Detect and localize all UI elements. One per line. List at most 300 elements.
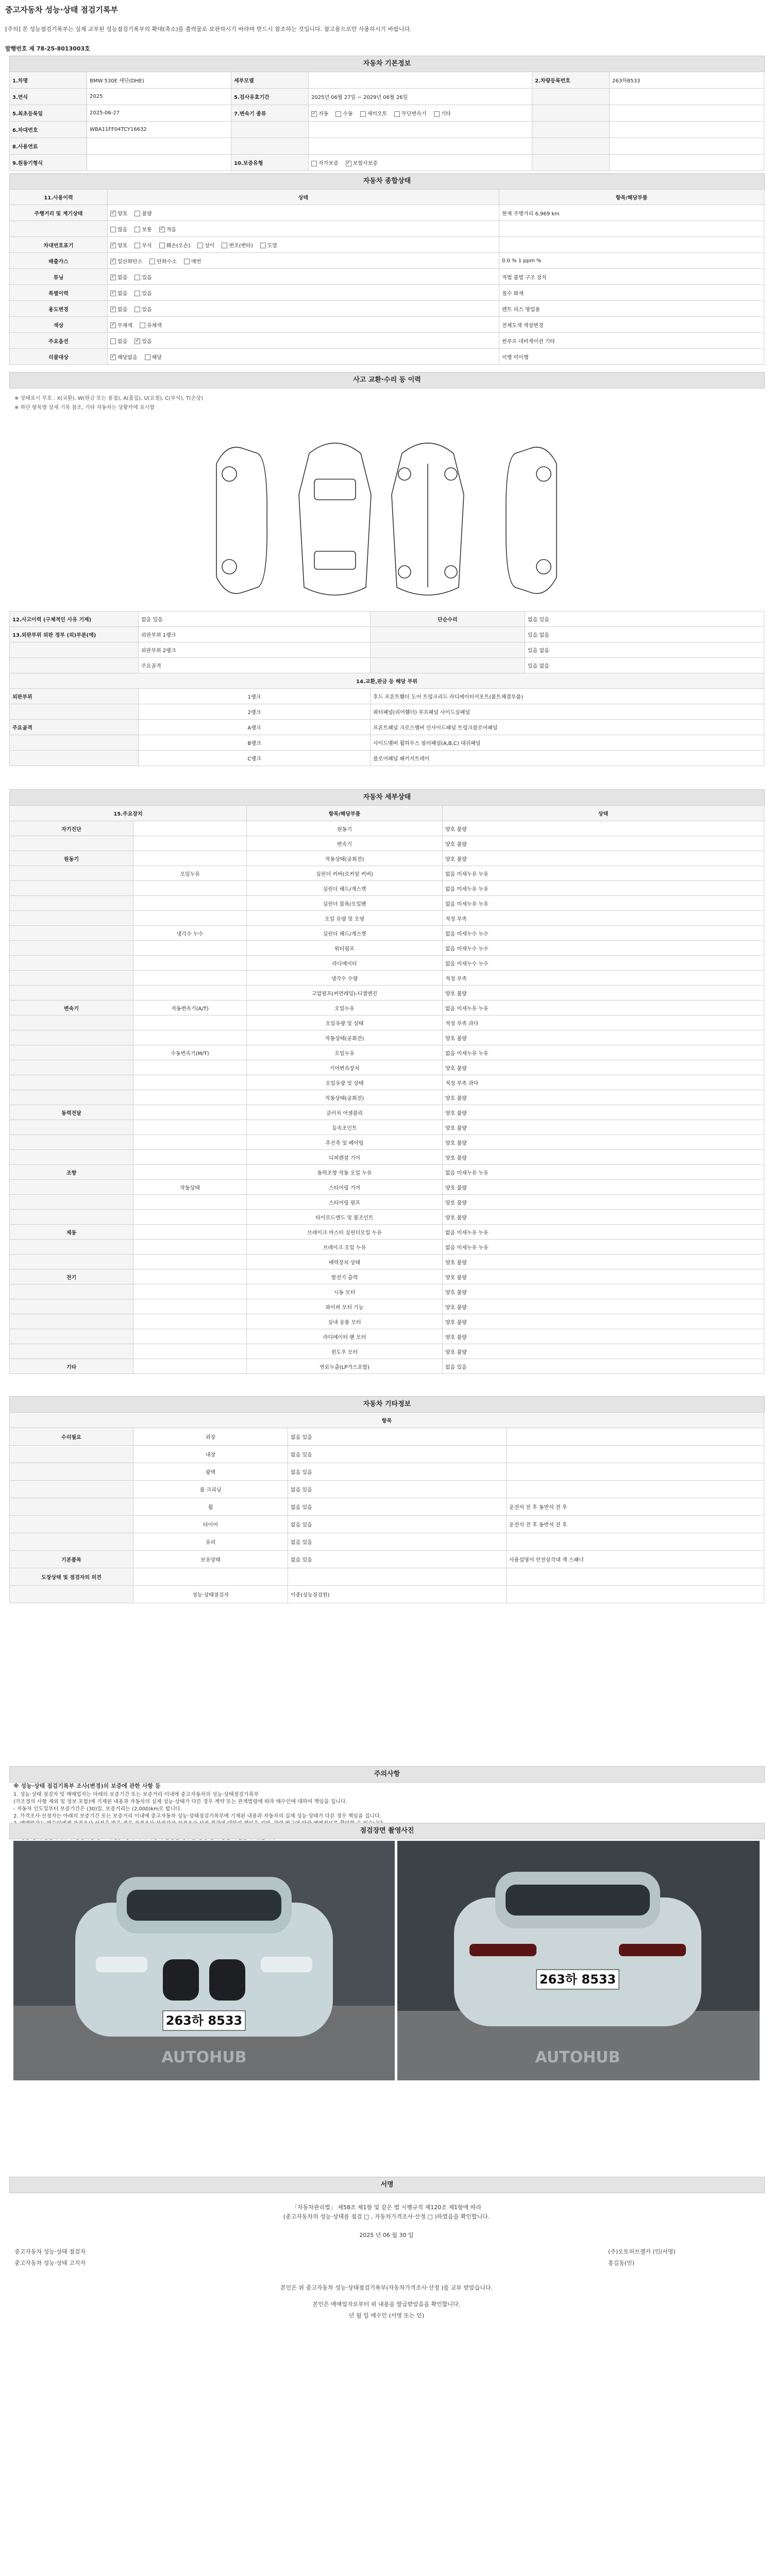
general-state-option[interactable]: [110, 259, 142, 265]
detail-group: 변속기: [10, 1001, 133, 1015]
basic-label: 1.차명: [10, 72, 87, 89]
general-state-option[interactable]: [184, 259, 201, 265]
detail-subgroup: [133, 1344, 247, 1359]
detail-state: 양호 불량: [443, 1269, 764, 1284]
checkbox-icon[interactable]: [184, 259, 190, 264]
checkbox-icon[interactable]: [222, 243, 227, 248]
table-row: [10, 1090, 764, 1105]
table-row: [10, 1030, 764, 1045]
table-row: [10, 269, 764, 285]
other-extra: 사용설명서 안전삼각대 잭 스패너: [507, 1551, 764, 1568]
detail-subgroup: [133, 1120, 247, 1135]
general-state-option[interactable]: [260, 243, 277, 249]
other-item: 타이어: [133, 1516, 288, 1533]
general-item-parts: 렌트 리스 영업용: [499, 301, 764, 317]
checkbox-icon[interactable]: [135, 211, 140, 216]
other-item: 광택: [133, 1463, 288, 1481]
general-state-option[interactable]: [135, 211, 152, 217]
general-state-option[interactable]: [159, 243, 190, 249]
detail-group: 조향: [10, 1165, 133, 1180]
transmission-option[interactable]: [311, 111, 328, 117]
other-state: [288, 1568, 507, 1586]
detail-part: 배력장치 상태: [247, 1255, 443, 1269]
photo-front: [13, 1841, 395, 2080]
accident-part-group: 주요골격: [10, 720, 139, 735]
doc-number-label: 발행번호 제: [5, 45, 35, 52]
detail-state: 없음 미세누수 누수: [443, 956, 764, 971]
other-group: [10, 1586, 133, 1603]
table-row: [10, 1255, 764, 1269]
detail-group: [10, 1060, 133, 1075]
detail-part: 오일 유량 및 오염: [247, 911, 443, 926]
general-item-parts: 전체도색 색상변경: [499, 317, 764, 333]
section-accident-title: 사고 교환·수리 등 이력: [9, 372, 765, 388]
section-notes-title: 주의사항: [9, 1766, 765, 1783]
detail-group: 기타: [10, 1359, 133, 1374]
checkbox-icon[interactable]: [260, 243, 266, 248]
detail-subgroup: [133, 1225, 247, 1240]
table-row: [10, 1463, 764, 1481]
warranty-option[interactable]: [311, 161, 339, 166]
warranty-option[interactable]: [346, 161, 378, 166]
checkbox-icon[interactable]: [149, 259, 155, 264]
sign-r1-label: 중고자동차 성능·상태 점검자: [14, 2248, 86, 2255]
checkbox-icon[interactable]: [135, 338, 140, 344]
checkbox-icon[interactable]: [110, 338, 116, 344]
checkbox-icon[interactable]: [110, 227, 116, 232]
general-state-option[interactable]: [110, 291, 127, 297]
other-item: 내장: [133, 1446, 288, 1463]
general-state-option[interactable]: [135, 275, 152, 281]
transmission-option[interactable]: [394, 111, 426, 117]
table-row: [10, 971, 764, 986]
general-state-option-label: 부식: [142, 243, 152, 249]
general-state-option[interactable]: [110, 243, 127, 249]
basic-right-label: 2.차량등록번호: [532, 72, 610, 89]
checkbox-icon[interactable]: [110, 323, 116, 328]
checkbox-icon[interactable]: [394, 111, 400, 117]
checkbox-icon[interactable]: [434, 111, 440, 117]
general-state-option[interactable]: [197, 243, 214, 249]
detail-subgroup: 냉각수 누수: [133, 926, 247, 941]
general-state-option[interactable]: [222, 243, 253, 249]
table-row: [10, 866, 764, 881]
table-row: [10, 926, 764, 941]
basic-right-value: [610, 122, 764, 138]
accident-legend-1: ※ 상태표시 부호 : X(교환), W(판금 또는 용접), A(흠집), U(요철), C(부식), T(손상): [14, 396, 203, 401]
checkbox-icon[interactable]: [197, 243, 203, 248]
checkbox-icon[interactable]: [135, 291, 140, 296]
checkbox-icon[interactable]: [311, 111, 317, 117]
general-state-option[interactable]: [145, 355, 162, 361]
general-state-option[interactable]: [110, 323, 132, 329]
accident-right-label: [371, 658, 525, 673]
detail-status-table: [9, 805, 764, 1374]
table-row: [10, 1359, 764, 1374]
detail-part: 오일유량 및 상태: [247, 1075, 443, 1090]
general-item-parts: [499, 237, 764, 253]
table-row: [10, 1210, 764, 1225]
table-row: [10, 237, 764, 253]
notes-line: - 자동차 인도일부터 보증기간은 (30)일, 보증거리는 (2,000)km로 합니다.: [13, 1806, 182, 1812]
checkbox-icon[interactable]: [140, 323, 145, 328]
detail-subgroup: [133, 1165, 247, 1180]
detail-subgroup: [133, 941, 247, 956]
wheel-rear-right: [536, 560, 551, 574]
detail-state: 없음 미세누유 누유: [443, 1165, 764, 1180]
checkbox-icon[interactable]: [335, 111, 341, 117]
table-row: [10, 612, 764, 627]
basic-mid-label: 10.보증유형: [231, 155, 309, 171]
accident-label: [10, 642, 139, 658]
checkbox-icon[interactable]: [110, 275, 116, 280]
general-state-option[interactable]: [110, 211, 127, 217]
detail-part: 와이퍼 모터 기능: [247, 1299, 443, 1314]
table-row: [10, 105, 764, 122]
checkbox-icon[interactable]: [135, 243, 140, 248]
general-state-option[interactable]: [135, 307, 152, 313]
other-group: [10, 1498, 133, 1516]
checkbox-icon[interactable]: [135, 227, 140, 232]
other-group: 수리필요: [10, 1428, 133, 1446]
warranty-option-label: 자가보증: [318, 161, 339, 166]
table-row: [10, 1240, 764, 1255]
detail-part: 고압펌프(커먼레일)-디젤엔진: [247, 986, 443, 1001]
basic-right-value: [610, 155, 764, 171]
detail-subgroup: [133, 1329, 247, 1344]
other-state: 없음 있음: [288, 1551, 507, 1568]
section-photos-title: 점검장면 촬영사진: [9, 1823, 765, 1839]
detail-state: 양호 불량: [443, 1314, 764, 1329]
accident-part-rank: A랭크: [139, 720, 371, 735]
detail-group: [10, 926, 133, 941]
detail-group: [10, 1284, 133, 1299]
table-row: [10, 956, 764, 971]
sign-line-4: 본인은 매매업자로부터 위 내용을 발급받았음을 확인합니다.: [312, 2301, 461, 2308]
general-item-parts: 0.0 % 1 ppm %: [499, 253, 764, 269]
general-state-option[interactable]: [149, 259, 177, 265]
detail-part: 연료누출(LP가스포함): [247, 1359, 443, 1374]
general-state-option-label: 없음: [117, 275, 128, 281]
detail-state: 적정 부족 과다: [443, 1015, 764, 1030]
general-state-option[interactable]: [110, 355, 138, 361]
table-row: [10, 221, 764, 237]
table-row: [10, 986, 764, 1001]
other-extra: [507, 1446, 764, 1463]
general-state-option-label: 변조(변타): [229, 243, 253, 249]
general-state-option[interactable]: [159, 227, 176, 233]
notice-text: [주의] 본 성능점검기록부는 실제 교부된 성능점검기록부의 확대(축소)를 출력물로 보관하시기 바라며 반드시 참조하는 것입니다. 참고용으로만 사용하시기 바랍니다.: [5, 26, 412, 32]
table-row: [10, 285, 764, 301]
checkbox-icon[interactable]: [346, 161, 351, 166]
detail-group: [10, 1210, 133, 1225]
other-group: [10, 1481, 133, 1498]
car-top-rearglass: [314, 551, 356, 569]
checkbox-icon[interactable]: [145, 354, 150, 360]
basic-value: 2025: [87, 89, 231, 105]
checkbox-icon[interactable]: [110, 307, 116, 312]
rear-car-picture: [397, 1841, 760, 2080]
warranty-option-label: 보험사보증: [352, 161, 378, 166]
detail-group: [10, 956, 133, 971]
general-item-label: 주요옵션: [10, 333, 108, 349]
detail-group: [10, 1299, 133, 1314]
basic-mid-label: 7.변속기 종류: [231, 105, 309, 122]
general-state-option-label: 적음: [166, 227, 176, 233]
other-state: 없음 있음: [288, 1463, 507, 1481]
table-row: [10, 1195, 764, 1210]
basic-right-label: [532, 138, 610, 155]
basic-right-value: [610, 89, 764, 105]
detail-part: 변속기: [247, 836, 443, 851]
photo-rear: [397, 1841, 760, 2080]
detail-group: [10, 1180, 133, 1195]
detail-header: 상태: [443, 806, 764, 821]
checkbox-icon[interactable]: [110, 259, 116, 264]
general-item-state: [108, 269, 499, 285]
general-item-label: 주행거리 및 계기상태: [10, 205, 108, 221]
detail-part: 실린더 헤드/개스켓: [247, 881, 443, 896]
basic-mid-label: 세부모델: [231, 72, 309, 89]
general-state-option[interactable]: [110, 227, 127, 233]
other-item: 룸 크리닝: [133, 1481, 288, 1498]
detail-group: [10, 1240, 133, 1255]
other-item: 유리: [133, 1533, 288, 1551]
general-state-option-label: 있음: [142, 307, 152, 313]
detail-part: 실린더 헤드/개스켓: [247, 926, 443, 941]
other-group: [10, 1446, 133, 1463]
accident-part-rank: 1랭크: [139, 689, 371, 704]
general-state-option[interactable]: [135, 291, 152, 297]
transmission-option[interactable]: [360, 111, 388, 117]
other-extra: [507, 1568, 764, 1586]
general-state-option-label: 없음: [117, 307, 128, 313]
table-row: [10, 72, 764, 89]
table-row: [10, 1551, 764, 1568]
accident-part-group: 외판부위: [10, 689, 139, 704]
general-item-label: 차대번호표기: [10, 237, 108, 253]
other-state: 없음 있음: [288, 1516, 507, 1533]
detail-state: 적정 부족: [443, 971, 764, 986]
checkbox-icon[interactable]: [135, 275, 140, 280]
general-state-option-label: 없음: [117, 338, 128, 345]
accident-part-items: 플로어패널 패키지트레이: [371, 751, 764, 766]
detail-subgroup: [133, 1284, 247, 1299]
detail-subgroup: [133, 1314, 247, 1329]
table-row: [10, 896, 764, 911]
detail-state: 양호 불량: [443, 1329, 764, 1344]
general-item-label: 리콜대상: [10, 349, 108, 365]
other-extra: [507, 1481, 764, 1498]
other-item: 휠: [133, 1498, 288, 1516]
accident-label: [10, 658, 139, 673]
detail-group: [10, 881, 133, 896]
detail-part: 오일유량 및 상태: [247, 1015, 443, 1030]
table-row: [10, 911, 764, 926]
detail-group: 원동기: [10, 851, 133, 866]
accident-right: 없음 있음: [525, 612, 764, 627]
general-state-option[interactable]: [140, 323, 162, 329]
general-header: 상태: [108, 190, 499, 205]
table-row: [10, 1001, 764, 1015]
table-row: [10, 1015, 764, 1030]
detail-subgroup: 작동상태: [133, 1180, 247, 1195]
table-row: [10, 349, 764, 365]
general-state-option-label: 훼손(오손): [166, 243, 191, 249]
notes-line: (가조정의 사항 제외 및 정보 포함)에 기재된 내용과 자동차의 실제 성능·상태가 다른 경우 계약 또는 관계법령에 따라 매수인에 대하여 책임을 집니다.: [13, 1799, 347, 1805]
basic-right-value: [610, 105, 764, 122]
basic-label: 8.사용연료: [10, 138, 87, 155]
detail-state: 양호 불량: [443, 1030, 764, 1045]
accident-right-label: [371, 627, 525, 642]
general-item-state: [108, 333, 499, 349]
other-item: 보유상태: [133, 1551, 288, 1568]
detail-group: [10, 1314, 133, 1329]
rear-plate-text: 263하 8533: [539, 1972, 616, 1987]
table-row: [10, 1314, 764, 1329]
basic-mid-value: [309, 122, 532, 138]
car-top-outline: [299, 443, 371, 595]
detail-state: 양호 불량: [443, 1105, 764, 1120]
detail-part: 타이로드엔드 및 볼조인트: [247, 1210, 443, 1225]
other-item: 성능·상태점검자: [133, 1586, 288, 1603]
table-row: [10, 1329, 764, 1344]
notes-line: 2. 가격조사·산정자는 아래의 보증기간 또는 보증거리 이내에 중고자동차 성능·상태점검기록부에 기재된 내용과 자동차의 실제 성능·상태가 다른 경우 책임을 집니다.: [13, 1814, 381, 1819]
basic-label: 3.연식: [10, 89, 87, 105]
basic-label: 5.최초등록일: [10, 105, 87, 122]
general-state-option[interactable]: [110, 307, 127, 313]
general-state-option[interactable]: [110, 339, 127, 345]
general-header: 항목/해당부품: [499, 190, 764, 205]
accident-left: 외판부위 1랭크: [139, 627, 371, 642]
detail-part: 실린더 커버(로커암 커버): [247, 866, 443, 881]
checkbox-icon[interactable]: [311, 161, 317, 166]
general-state-option[interactable]: [135, 227, 152, 233]
detail-part: 브레이크 마스터 실린더오일 누유: [247, 1225, 443, 1240]
detail-state: 적정 부족 과다: [443, 1075, 764, 1090]
accident-part-group: [10, 735, 139, 751]
section-general-title: 자동차 종합상태: [9, 173, 765, 190]
detail-part: 클러치 어셈블리: [247, 1105, 443, 1120]
detail-subgroup: 수동변속기(M/T): [133, 1045, 247, 1060]
general-state-option[interactable]: [135, 243, 152, 249]
other-extra: [507, 1533, 764, 1551]
front-watermark: AUTOHUB: [161, 2048, 247, 2066]
accident-sub-header: 14.교환,판금 등 해당 부위: [10, 673, 764, 689]
other-extra: 운전석 전 후 동반석 전 후: [507, 1516, 764, 1533]
checkbox-icon[interactable]: [110, 291, 116, 296]
detail-group: 전기: [10, 1269, 133, 1284]
checkbox-icon[interactable]: [360, 111, 366, 117]
accident-right-label: [371, 642, 525, 658]
checkbox-icon[interactable]: [110, 354, 116, 360]
basic-right-value: [610, 138, 764, 155]
table-row: [10, 658, 764, 673]
basic-mid-label: [231, 122, 309, 138]
detail-state: 양호 불량: [443, 1135, 764, 1150]
checkbox-icon[interactable]: [159, 227, 165, 232]
transmission-option[interactable]: [434, 111, 451, 117]
transmission-option[interactable]: [335, 111, 352, 117]
general-status-table: [9, 189, 764, 365]
detail-part: 등속조인트: [247, 1120, 443, 1135]
detail-part: 스티어링 펌프: [247, 1195, 443, 1210]
detail-subgroup: [133, 1135, 247, 1150]
table-row: [10, 821, 764, 836]
table-row: [10, 1568, 764, 1586]
other-info-table: [9, 1412, 764, 1603]
detail-group: [10, 1120, 133, 1135]
detail-state: 양호 불량: [443, 1180, 764, 1195]
detail-state: 없음 미세누유 누유: [443, 1045, 764, 1060]
wheel-rear-left: [222, 560, 237, 574]
general-state-option-label: 탄화수소: [157, 259, 177, 265]
detail-subgroup: [133, 881, 247, 896]
general-state-option-label: 유채색: [146, 323, 162, 329]
detail-part: 원동기: [247, 821, 443, 836]
detail-subgroup: [133, 911, 247, 926]
table-row: [10, 1120, 764, 1135]
table-row: [10, 1225, 764, 1240]
general-state-option-label: 해당: [152, 354, 162, 361]
table-row: [10, 1481, 764, 1498]
other-state: 없음 있음: [288, 1446, 507, 1463]
general-item-state: [108, 301, 499, 317]
detail-part: 냉각수 수량: [247, 971, 443, 986]
general-state-option[interactable]: [135, 339, 152, 345]
checkbox-icon[interactable]: [110, 243, 116, 248]
detail-group: [10, 971, 133, 986]
basic-mid-label: [231, 138, 309, 155]
detail-state: 없음 미세누유 누유: [443, 1001, 764, 1015]
detail-part: 작동상태(공회전): [247, 851, 443, 866]
other-group: [10, 1516, 133, 1533]
detail-state: 양호 불량: [443, 986, 764, 1001]
sign-r1-value: (주)오토허브셀카 (인/서명): [608, 2248, 676, 2255]
detail-header: 15.주요장치: [10, 806, 247, 821]
table-row: [10, 836, 764, 851]
table-row: [10, 301, 764, 317]
sign-line-2: (중고자동차의 성능·상태를 점검 □ , 자동차가격조사·산정 □ )하였음을 확인합니다.: [283, 2213, 490, 2220]
general-item-state: [108, 221, 499, 237]
detail-part: 오일누유: [247, 1045, 443, 1060]
table-row: [10, 122, 764, 138]
general-item-parts: 침수 화재: [499, 285, 764, 301]
checkbox-icon[interactable]: [110, 211, 116, 216]
basic-right-label: [532, 122, 610, 138]
transmission-option-label: 기타: [441, 111, 451, 117]
checkbox-icon[interactable]: [159, 243, 165, 248]
detail-part: 작동상태(공회전): [247, 1030, 443, 1045]
section-other-title: 자동차 기타정보: [9, 1396, 765, 1413]
detail-state: 적정 부족: [443, 911, 764, 926]
section-detail-title: 자동차 세부상태: [9, 789, 765, 806]
accident-left: 없음 있음: [139, 612, 371, 627]
detail-state: 양호 불량: [443, 1284, 764, 1299]
car-top-windshield: [314, 479, 356, 500]
detail-state: 양호 불량: [443, 1060, 764, 1075]
accident-part-items: 쿼터패널(리어휀더) 루프패널 사이드실패널: [371, 704, 764, 720]
table-row: [10, 1498, 764, 1516]
table-header-row: [10, 806, 764, 821]
detail-subgroup: [133, 821, 247, 836]
wheel-under-rr: [445, 566, 457, 578]
general-state-option[interactable]: [110, 275, 127, 281]
checkbox-icon[interactable]: [135, 307, 140, 312]
detail-state: 양호 불량: [443, 1120, 764, 1135]
sign-line-3: 본인은 위 중고자동차 성능·상태점검기록부(자동차가격조사·산정 )를 교부 받았습니다.: [280, 2284, 493, 2291]
transmission-option-label: 자동: [318, 111, 329, 117]
